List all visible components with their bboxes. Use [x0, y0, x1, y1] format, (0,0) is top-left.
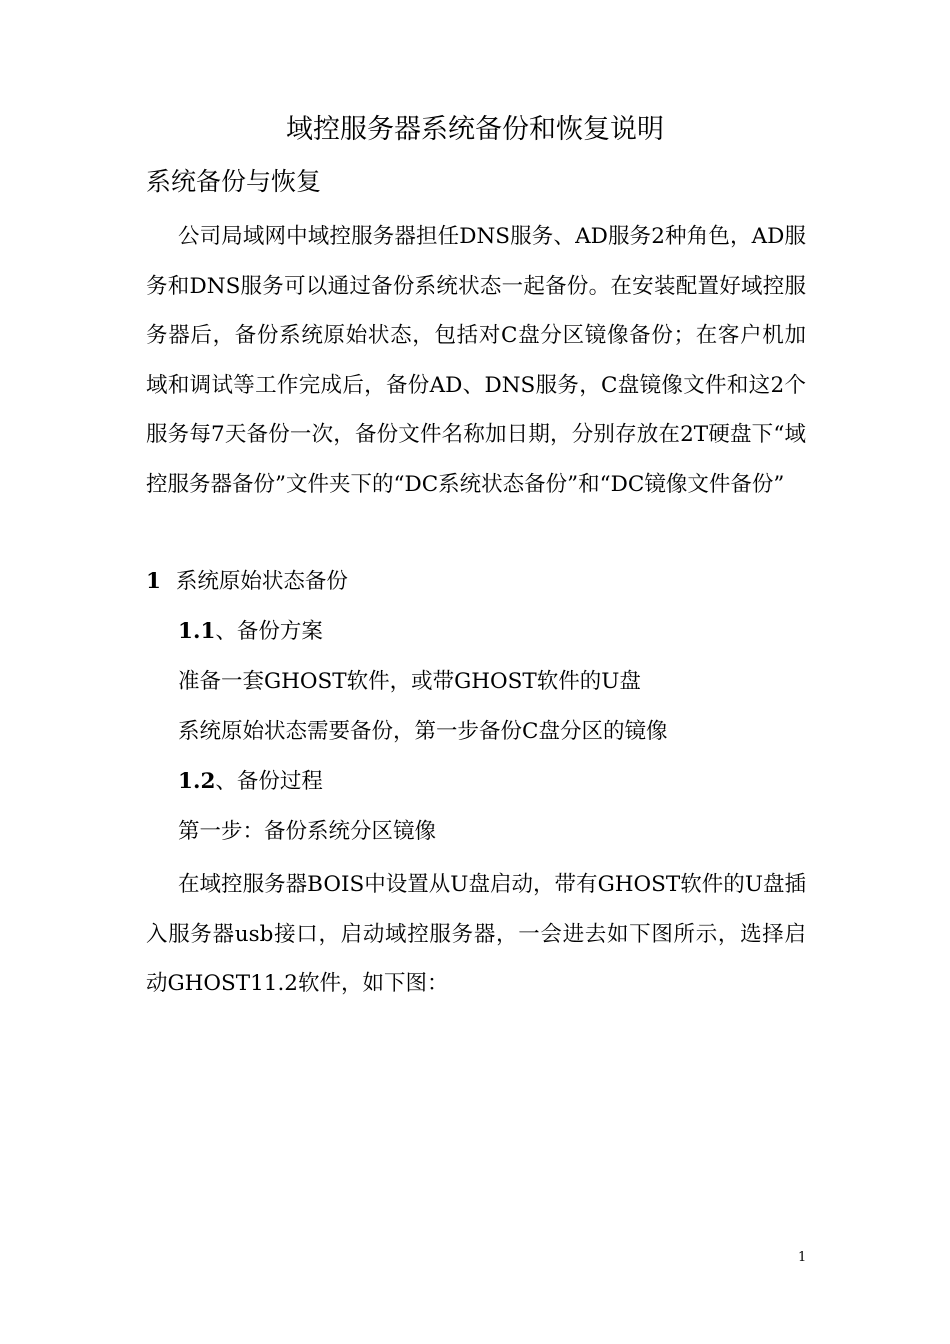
document-title: 域控服务器系统备份和恢复说明 — [286, 114, 664, 145]
heading-1-1-text: 、备份方案 — [215, 619, 323, 644]
need-backup-line: 系统原始状态需要备份，第一步备份C盘分区的镜像 — [178, 719, 668, 744]
intro-paragraph: 公司局域网中域控服务器担任DNS服务、AD服务2种角色，AD服务和DNS服务可以通过备份系统状态一起备份。在安装配置好域控服务器后，备份系统原始状态，包括对C盘分区镜像备份；在客户机加域和调试等工作完成后，备份AD、DNS服务，C盘镜像文件和这2个服务每7天备份一次，备份文件名称加日期，分别存放在2T硬盘下“域控服务器备份”文件夹下的“DC系统状态备份”和“DC镜像文件备份” — [146, 224, 806, 497]
section-heading: 系统备份与恢复 — [146, 167, 322, 196]
page-number: 1 — [798, 1250, 807, 1265]
heading-1-number: 1 — [146, 569, 161, 594]
heading-1-1 — [178, 616, 323, 648]
heading-1-2 — [178, 766, 323, 798]
heading-1-text: 系统原始状态备份 — [175, 569, 348, 594]
heading-1-2-number: 1.2 — [178, 769, 216, 794]
step-one-line: 第一步：备份系统分区镜像 — [178, 819, 437, 844]
step-one-paragraph: 在域控服务器BOIS中设置从U盘启动，带有GHOST软件的U盘插入服务器usb接口，启动域控服务器，一会进去如下图所示，选择启动GHOST11.2软件，如下图： — [146, 872, 806, 997]
heading-1-1-number: 1.1 — [178, 619, 216, 644]
prepare-line: 准备一套GHOST软件，或带GHOST软件的U盘 — [178, 669, 641, 694]
heading-1 — [146, 566, 348, 598]
heading-1-2-text: 、备份过程 — [215, 769, 323, 794]
